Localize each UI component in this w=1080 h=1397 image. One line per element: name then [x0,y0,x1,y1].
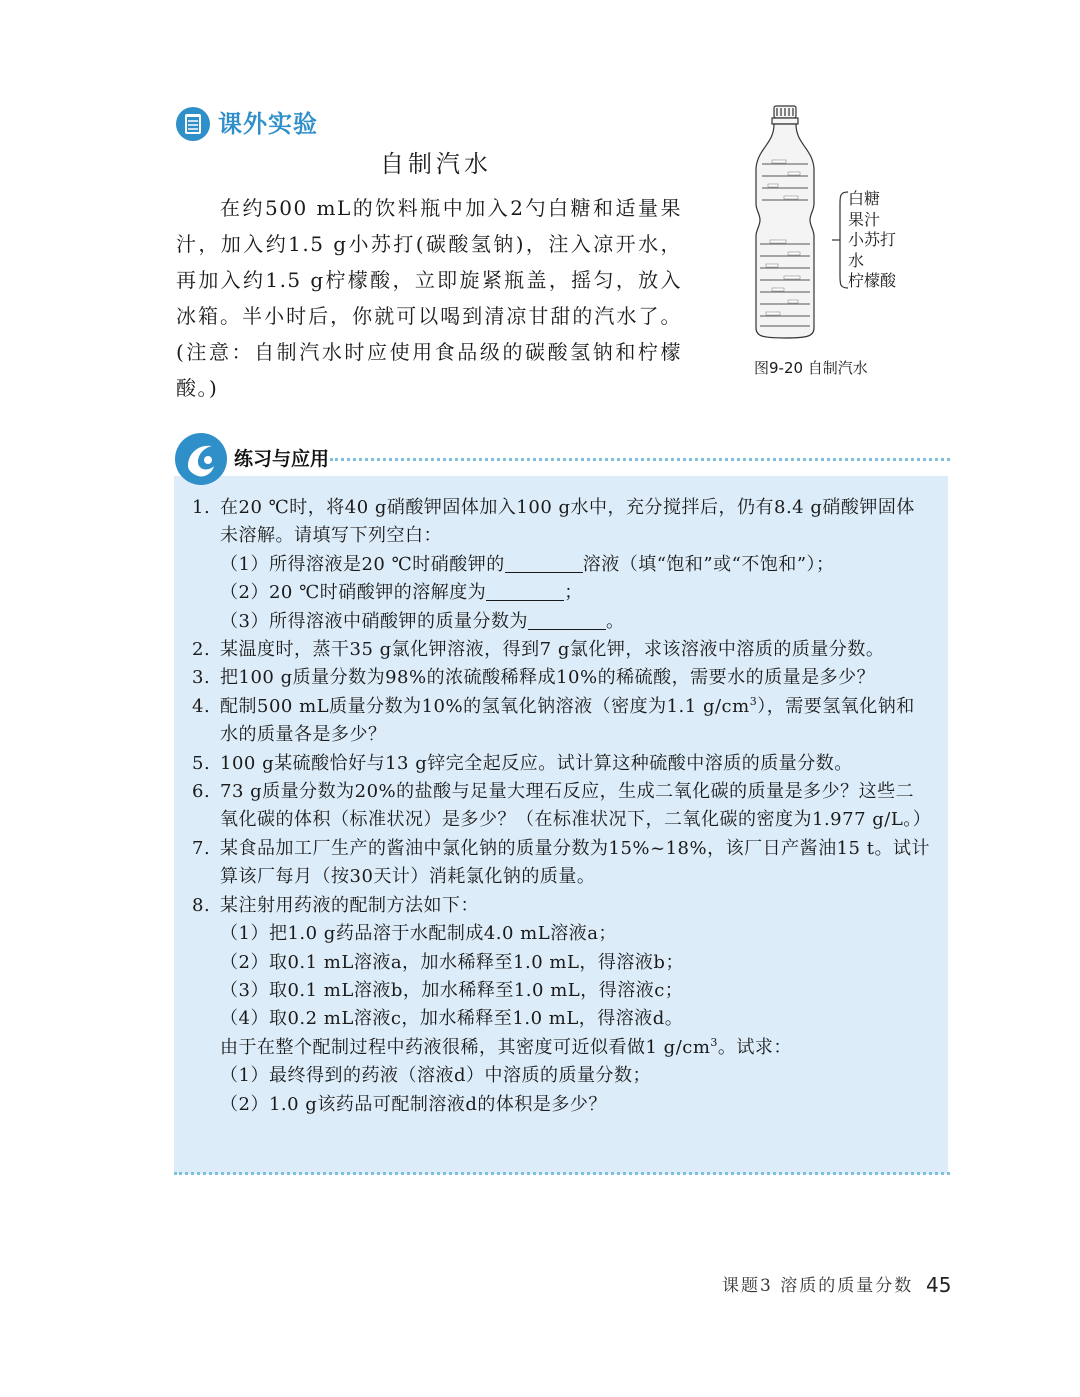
question-2 [192,636,932,664]
label-juice: 果汁 [848,209,881,229]
question-text: 配制500 mL质量分数为10%的氢氧化钠溶液（密度为1.1 $g/cm^3$），需要氢氧化钠和水的质量各是多少？ [220,694,915,746]
dotted-divider-bottom [174,1172,950,1175]
question-4 [192,693,932,750]
experiment-title: 自制汽水 [380,150,492,178]
question-text: 73 g质量分数为20%的盐酸与足量大理石反应，生成二氧化碳的质量是多少？这些二氧化碳的体积（标准状况）是多少？（在标准状况下，二氧化碳的密度为1.977 g/L。） [220,781,932,831]
question-text: 某注射用药液的配制方法如下： [220,894,479,916]
question-number: 6. [192,781,211,803]
question-8 [192,892,932,1119]
question-note: 由于在整个配制过程中药液很稀，其密度可近似看做1 $g/cm^3$。试求： [220,1035,792,1058]
subquestion: （2）取0.1 mL溶液a，加水稀释至1.0 mL，得溶液b； [220,951,684,973]
question-text: 100 g某硫酸恰好与13 g锌完全起反应。试计算这种硫酸中溶质的质量分数。 [220,752,853,774]
question-number: 1. [192,497,211,518]
subquestion: （1）把1.0 g药品溶于水配制成4.0 mL溶液a； [220,923,617,945]
subquestion: （3）取0.1 mL溶液b，加水稀释至1.0 mL，得溶液c； [220,979,684,1001]
question-text: 某温度时，蒸干35 g氯化钾溶液，得到7 g氯化钾，求该溶液中溶质的质量分数。 [220,639,885,661]
subquestion: （3）所得溶液中硝酸钾的质量分数为 。 [220,610,625,632]
lab-cup-icon [175,106,211,142]
section-label-exercises: 练习与应用 [234,448,330,470]
subquestion: （1）最终得到的药液（溶液d）中溶质的质量分数； [220,1065,651,1087]
question-number: 4. [192,695,211,717]
label-sugar: 白糖 [848,189,881,208]
experiment-paragraph: 在约500 mL的饮料瓶中加入2勺白糖和适量果汁，加入约1.5 g小苏打(碳酸氢钠)，注入凉开水，再加入约1.5 g柠檬酸，立即旋紧瓶盖，摇匀，放入冰箱。半小时后，你就可以喝到清凉甘甜的汽水了。(注意：自制汽水时应使用食品级的碳酸氢钠和柠檬酸。) [176,196,682,400]
subquestion: （2）20 ℃时硝酸钾的溶解度为 ； [220,582,583,604]
page-number: 45 [926,1273,952,1297]
question-5 [192,750,932,778]
question-text: 把100 g质量分数为98%的浓硫酸稀释成10%的稀硫酸，需要水的质量是多少？ [220,667,876,689]
question-7 [192,835,932,892]
question-text: 在20 ℃时，将40 g硝酸钾固体加入100 g水中，充分搅拌后，仍有8.4 g硝酸钾固体未溶解。请填写下列空白： [220,497,915,547]
question-number: 2. [192,639,211,661]
label-baking-soda: 小苏打 [848,230,897,249]
question-number: 8. [192,894,211,916]
subquestion: （4）取0.2 mL溶液c，加水稀释至1.0 mL，得溶液d。 [220,1008,684,1030]
exercise-list [192,494,932,1119]
figure-caption: 图9-20 自制汽水 [754,359,868,377]
subquestion: （2）1.0 g该药品可配制溶液d的体积是多少？ [220,1093,607,1115]
answer-blank [486,582,564,601]
experiment-body [176,190,682,406]
question-number: 5. [192,752,211,774]
question-6 [192,778,932,835]
answer-blank [505,554,583,573]
label-citric-acid: 柠檬酸 [848,271,897,290]
question-1 [192,494,932,636]
question-number: 7. [192,837,211,859]
question-3 [192,664,932,692]
question-text: 某食品加工厂生产的酱油中氯化钠的质量分数为15%~18%，该厂日产酱油15 t。试计算该厂每月（按30天计）消耗氯化钠的质量。 [220,837,930,888]
subquestion: （1）所得溶液是20 ℃时硝酸钾的 溶液（填“饱和”或“不饱和”）； [220,553,835,575]
exercise-swirl-icon [174,432,228,486]
dotted-divider-top [330,458,950,461]
question-number: 3. [192,667,211,689]
chapter-footer: 课题3 溶质的质量分数 [722,1276,914,1296]
label-water: 水 [848,250,865,270]
bottle-illustration [748,104,838,342]
answer-blank [528,611,606,630]
section-label-experiment: 课外实验 [218,110,318,138]
bottle-ingredient-labels [848,189,896,292]
